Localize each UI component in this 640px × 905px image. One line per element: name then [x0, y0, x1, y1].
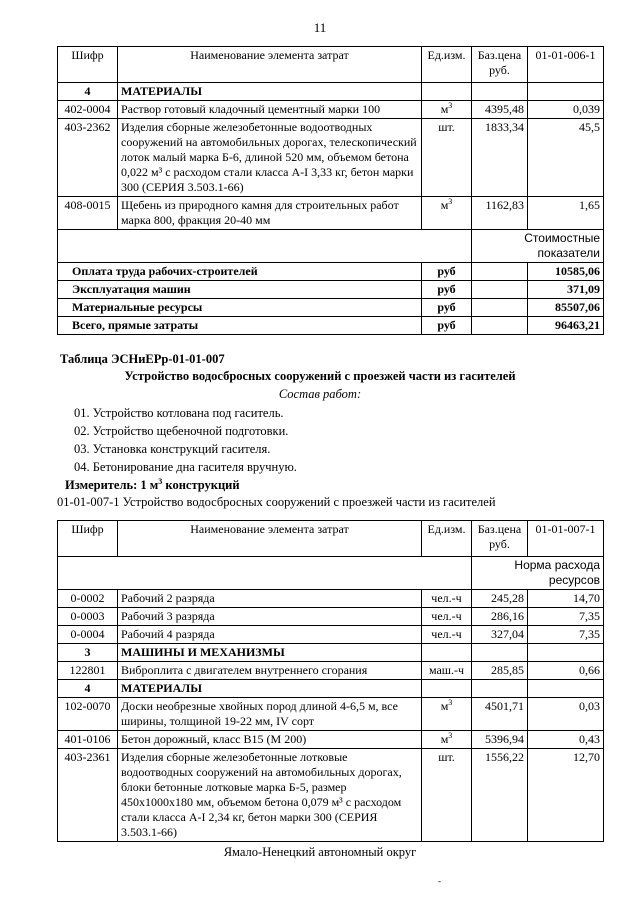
unit-text: м [440, 732, 449, 746]
work-item: 02. Устройство щебеночной подготовки. [74, 424, 289, 438]
code-cell: 0-0002 [58, 590, 118, 608]
code-cell: 408-0015 [58, 197, 118, 230]
work-item: 03. Установка конструкций гасителя. [74, 442, 271, 456]
code-cell: 122801 [58, 662, 118, 680]
composition-label: Состав работ: [278, 387, 362, 401]
table-row [58, 608, 604, 626]
table-row [58, 731, 604, 749]
total-label: Всего, прямые затраты [58, 317, 422, 335]
unit-cell: маш.-ч [422, 662, 472, 680]
total-label: Эксплуатация машин [58, 281, 422, 299]
header-name: Наименование элемента затрат [118, 47, 422, 83]
unit-sup: 3 [448, 101, 453, 110]
unit-cell: чел.-ч [422, 608, 472, 626]
measure-unit: Измеритель: 1 $м^3$ конструкций [65, 476, 240, 492]
value-cell: 1,65 [528, 197, 604, 230]
empty-cell [472, 299, 528, 317]
empty-cell [58, 557, 472, 590]
unit-cell: чел.-ч [422, 590, 472, 608]
header-price: Баз.цена руб. [472, 47, 528, 83]
name-cell: Рабочий 4 разряда [118, 626, 422, 644]
code-cell: 403-2362 [58, 119, 118, 197]
value-cell: 7,35 [528, 608, 604, 626]
total-label: Материальные ресурсы [58, 299, 422, 317]
price-cell: 4501,71 [472, 698, 528, 731]
section-title: МАШИНЫ И МЕХАНИЗМЫ [118, 644, 422, 662]
name-cell: Доски необрезные хвойных пород длиной 4-6,5 м, все ширины, толщиной 19-22 мм, IV сорт [118, 698, 422, 731]
table-title: Таблица ЭСНиЕРр-01-01-007 [60, 352, 225, 366]
empty-cell [422, 680, 472, 698]
total-row [58, 263, 604, 281]
empty-cell [472, 263, 528, 281]
table-row [58, 119, 604, 197]
unit-sup: 3 [448, 698, 453, 707]
price-cell: 1833,34 [472, 119, 528, 197]
section-number: 3 [58, 644, 118, 662]
value-cell: 0,039 [528, 101, 604, 119]
header-unit: Ед.изм. [422, 521, 472, 557]
table-subtitle: Устройство водосбросных сооружений с проезжей части из гасителей [124, 369, 516, 383]
value-cell: 45,5 [528, 119, 604, 197]
header-code: Шифр [58, 521, 118, 557]
total-unit: руб [422, 317, 472, 335]
price-cell: 1162,83 [472, 197, 528, 230]
value-cell: 12,70 [528, 749, 604, 842]
value-cell: 0,66 [528, 662, 604, 680]
table-materials-006 [57, 46, 604, 335]
total-unit: руб [422, 299, 472, 317]
unit-cell [422, 101, 472, 119]
unit-cell: чел.-ч [422, 626, 472, 644]
cost-label: Норма расхода ресурсов [472, 557, 604, 590]
code-cell: 0-0004 [58, 626, 118, 644]
empty-cell [472, 281, 528, 299]
price-cell: 4395,48 [472, 101, 528, 119]
code-cell: 402-0004 [58, 101, 118, 119]
code-cell: 0-0003 [58, 608, 118, 626]
header-price: Баз.цена руб. [472, 521, 528, 557]
name-cell: Изделия сборные железобетонные лотковые водоотводных сооружений на автомобильных дорогах, блоки бетонные лотковые марка Б-5, размер 450х1000х180 мм, объемом бетона 0,079 м³ с расходом стали класса А-I 2,34 кг, бетон марки 300 (СЕРИЯ 3.503.1-66) [118, 749, 422, 842]
header-name: Наименование элемента затрат [118, 521, 422, 557]
header-ref: 01-01-007-1 [528, 521, 604, 557]
empty-cell [422, 644, 472, 662]
code-cell: 102-0070 [58, 698, 118, 731]
unit-text: шт. [438, 120, 455, 134]
price-cell: 5396,94 [472, 731, 528, 749]
name-cell: Щебень из природного камня для строительных работ марка 800, фракция 20-40 мм [118, 197, 422, 230]
total-label: Оплата труда рабочих-строителей [58, 263, 422, 281]
empty-cell [422, 83, 472, 101]
unit-text: м [440, 198, 449, 212]
unit-text: м [440, 102, 449, 116]
section-number: 4 [58, 680, 118, 698]
value-cell: 7,35 [528, 626, 604, 644]
empty-cell [528, 644, 604, 662]
total-value: 85507,06 [528, 299, 604, 317]
unit-cell [422, 119, 472, 197]
footer-mark: - [438, 876, 441, 886]
empty-cell [472, 644, 528, 662]
section-title: МАТЕРИАЛЫ [118, 83, 422, 101]
name-cell: Рабочий 2 разряда [118, 590, 422, 608]
empty-cell [472, 680, 528, 698]
table-row [58, 197, 604, 230]
value-cell: 14,70 [528, 590, 604, 608]
label-row [58, 557, 604, 590]
total-unit: руб [422, 281, 472, 299]
unit-text: шт. [438, 750, 455, 764]
unit-text: м [440, 699, 449, 713]
table-row [58, 698, 604, 731]
unit-cell [422, 197, 472, 230]
value-cell: 0,43 [528, 731, 604, 749]
name-cell: Рабочий 3 разряда [118, 608, 422, 626]
header-ref: 01-01-006-1 [528, 47, 604, 83]
total-row [58, 317, 604, 335]
section-row [58, 644, 604, 662]
empty-cell [472, 83, 528, 101]
value-cell: 0,03 [528, 698, 604, 731]
section-row [58, 83, 604, 101]
cost-label: Стоимостные показатели [472, 230, 604, 263]
section-number: 4 [58, 83, 118, 101]
total-row [58, 281, 604, 299]
total-row [58, 299, 604, 317]
section-row [58, 680, 604, 698]
price-cell: 285,85 [472, 662, 528, 680]
table-row [58, 101, 604, 119]
empty-cell [528, 83, 604, 101]
name-cell: Раствор готовый кладочный цементный марки 100 [118, 101, 422, 119]
section-title: МАТЕРИАЛЫ [118, 680, 422, 698]
price-cell: 327,04 [472, 626, 528, 644]
total-value: 371,09 [528, 281, 604, 299]
total-value: 10585,06 [528, 263, 604, 281]
label-row [58, 230, 604, 263]
total-value: 96463,21 [528, 317, 604, 335]
table-row [58, 749, 604, 842]
total-unit: руб [422, 263, 472, 281]
code-cell: 401-0106 [58, 731, 118, 749]
name-cell: Изделия сборные железобетонные водоотводных сооружений на автомобильных дорогах, телескопический лоток малый марка Б-6, длиной 520 мм, объемом бетона 0,022 м³ с расходом стали класса А-I 3,33 кг, бетон марки 300 (СЕРИЯ 3.503.1-66) [118, 119, 422, 197]
unit-sup: 3 [448, 731, 453, 740]
name-cell: Виброплита с двигателем внутреннего сгорания [118, 662, 422, 680]
unit-sup: 3 [448, 197, 453, 206]
price-cell: 245,28 [472, 590, 528, 608]
unit-cell [422, 731, 472, 749]
empty-cell [528, 680, 604, 698]
header-code: Шифр [58, 47, 118, 83]
header-unit: Ед.изм. [422, 47, 472, 83]
table-resources-007 [57, 520, 604, 842]
table-row [58, 626, 604, 644]
unit-cell [422, 749, 472, 842]
work-item: 01. Устройство котлована под гаситель. [74, 406, 284, 420]
price-cell: 1556,22 [472, 749, 528, 842]
table-row [58, 662, 604, 680]
page-number: 11 [313, 20, 327, 35]
price-cell: 286,16 [472, 608, 528, 626]
code-line: 01-01-007-1 Устройство водосбросных сооружений с проезжей части из гасителей [57, 495, 496, 509]
unit-cell [422, 698, 472, 731]
empty-cell [472, 317, 528, 335]
footer-region: Ямало-Ненецкий автономный округ [223, 845, 417, 859]
empty-cell [58, 230, 472, 263]
table-row [58, 590, 604, 608]
work-item: 04. Бетонирование дна гасителя вручную. [74, 460, 297, 474]
name-cell: Бетон дорожный, класс В15 (М 200) [118, 731, 422, 749]
code-cell: 403-2361 [58, 749, 118, 842]
